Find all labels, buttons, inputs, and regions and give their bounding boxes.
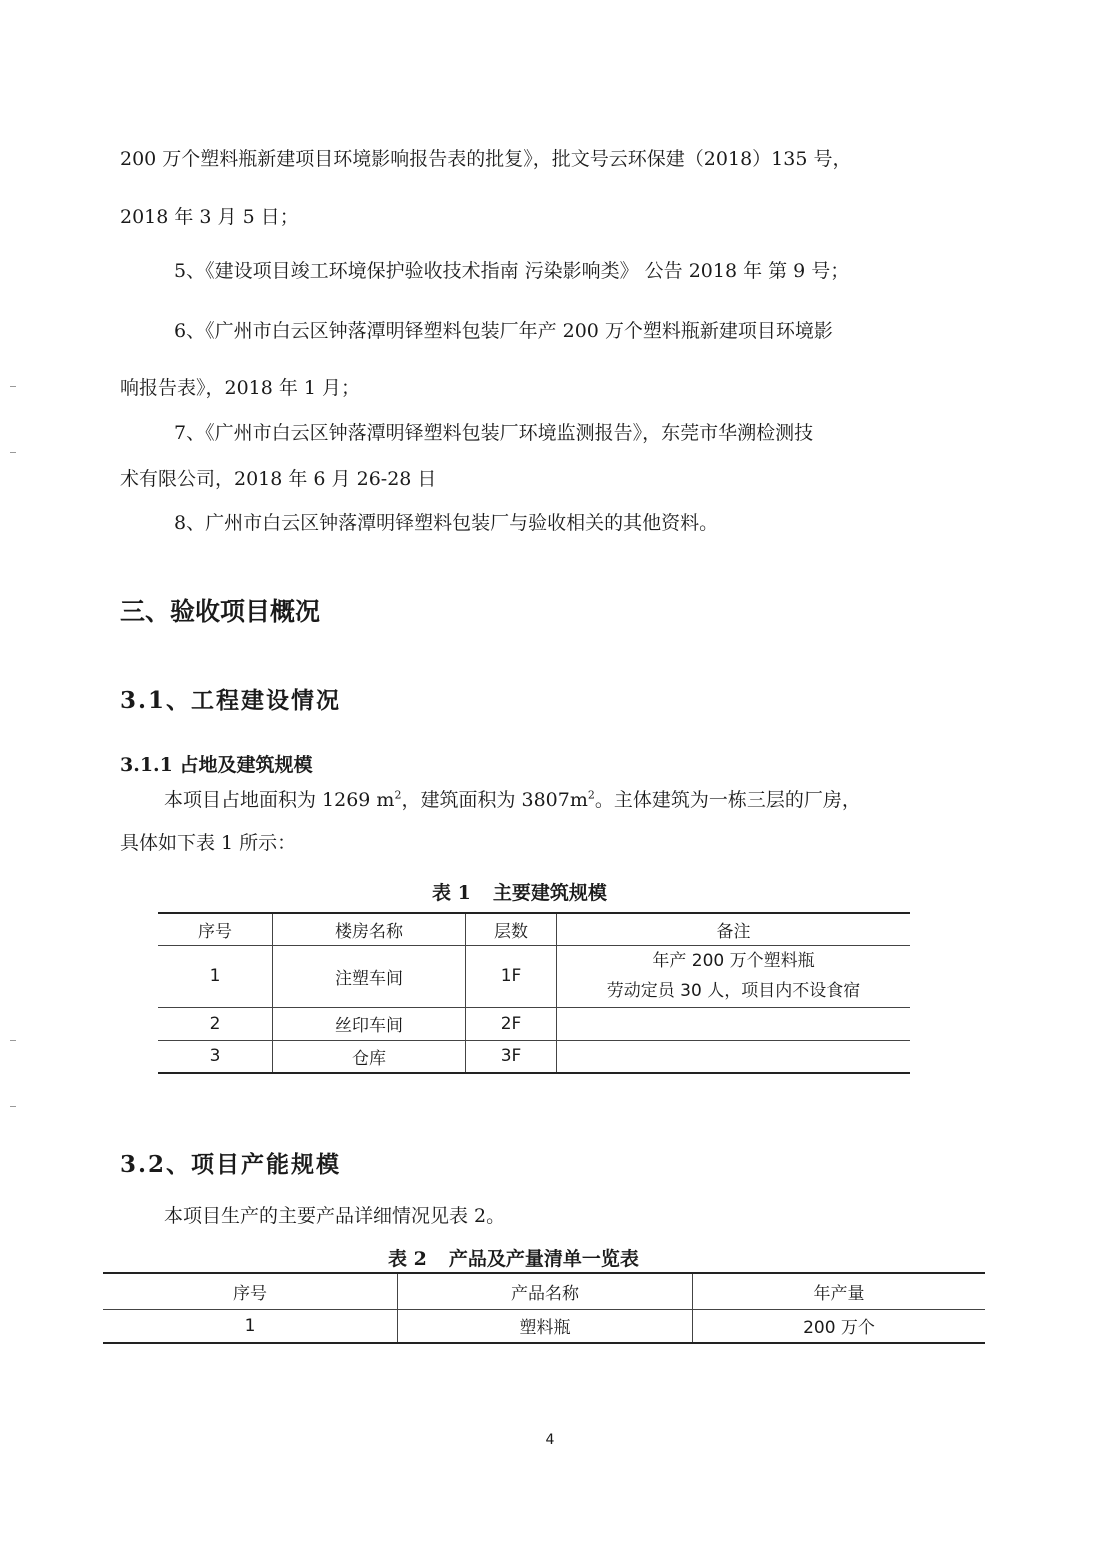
table-cell: 塑料瓶 — [398, 1309, 693, 1343]
reference-item-5: 5、《建设项目竣工环境保护验收技术指南 污染影响类》 公告 2018 年 第 9 号； — [174, 260, 850, 282]
table-cell: 年产 200 万个塑料瓶 劳动定员 30 人，项目内不设食宿 — [557, 945, 911, 1007]
table-header-cell: 产品名称 — [398, 1273, 693, 1309]
section-3-1-heading: 3.1、工程建设情况 — [120, 687, 342, 714]
table-1-caption: 表 1 主要建筑规模 — [432, 882, 607, 904]
table-cell: 丝印车间 — [273, 1007, 466, 1040]
table-cell — [557, 1040, 911, 1073]
reference-item-7: 7、《广州市白云区钟落潭明铎塑料包装厂环境监测报告》，东莞市华溯检测技 — [174, 422, 814, 444]
table-header-cell: 序号 — [158, 913, 273, 945]
table-row — [158, 945, 910, 1007]
table-row — [158, 1007, 910, 1040]
table-cell: 1 — [103, 1309, 398, 1343]
page-number: 4 — [545, 1432, 555, 1448]
table-header-row — [158, 913, 910, 945]
paragraph-line: 响报告表》，2018 年 1 月； — [120, 377, 361, 399]
table-cell: 1F — [466, 945, 557, 1007]
table-header-cell: 楼房名称 — [273, 913, 466, 945]
table-2-caption: 表 2 产品及产量清单一览表 — [388, 1248, 639, 1270]
table-header-cell: 层数 — [466, 913, 557, 945]
scan-mark — [10, 452, 16, 453]
paragraph-line: 本项目生产的主要产品详细情况见表 2。 — [164, 1205, 506, 1227]
table-cell: 1 — [158, 945, 273, 1007]
section-3-2-heading: 3.2、项目产能规模 — [120, 1151, 342, 1178]
building-scale-table — [158, 912, 910, 1074]
product-output-table — [103, 1272, 985, 1344]
paragraph-line: 本项目占地面积为 1269 $m^2$，建筑面积为 $3807m^2$。主体建筑为一栋三层的厂房， — [164, 788, 861, 811]
table-header-cell: 序号 — [103, 1273, 398, 1309]
table-cell: 仓库 — [273, 1040, 466, 1073]
table-header-cell: 年产量 — [693, 1273, 986, 1309]
table-cell: 注塑车间 — [273, 945, 466, 1007]
scan-mark — [10, 386, 16, 387]
table-cell: 3F — [466, 1040, 557, 1073]
section-3-1-1-heading: 3.1.1 占地及建筑规模 — [120, 754, 313, 776]
table-cell: 200 万个 — [803, 1318, 875, 1339]
scan-mark — [10, 1040, 16, 1041]
table-cell: 3 — [158, 1040, 273, 1073]
section-3-heading: 三、验收项目概况 — [120, 597, 321, 626]
paragraph-line: 200 万个塑料瓶新建项目环境影响报告表的批复》，批文号云环保建（2018）135 号， — [120, 148, 852, 170]
reference-item-8: 8、广州市白云区钟落潭明铎塑料包装厂与验收相关的其他资料。 — [174, 512, 719, 534]
table-header-cell: 备注 — [557, 913, 911, 945]
paragraph-line: 2018 年 3 月 5 日； — [120, 206, 299, 228]
table-cell — [557, 1007, 911, 1040]
reference-item-6: 6、《广州市白云区钟落潭明铎塑料包装厂年产 200 万个塑料瓶新建项目环境影 — [174, 320, 833, 342]
table-header-row — [103, 1273, 985, 1309]
table-cell: 2 — [158, 1007, 273, 1040]
table-cell: 2F — [466, 1007, 557, 1040]
table-row — [158, 1040, 910, 1073]
scan-mark — [10, 1106, 16, 1107]
paragraph-line: 具体如下表 1 所示： — [120, 832, 297, 854]
table-row — [103, 1309, 985, 1343]
paragraph-line: 术有限公司，2018 年 6 月 26-28 日 — [120, 468, 437, 490]
